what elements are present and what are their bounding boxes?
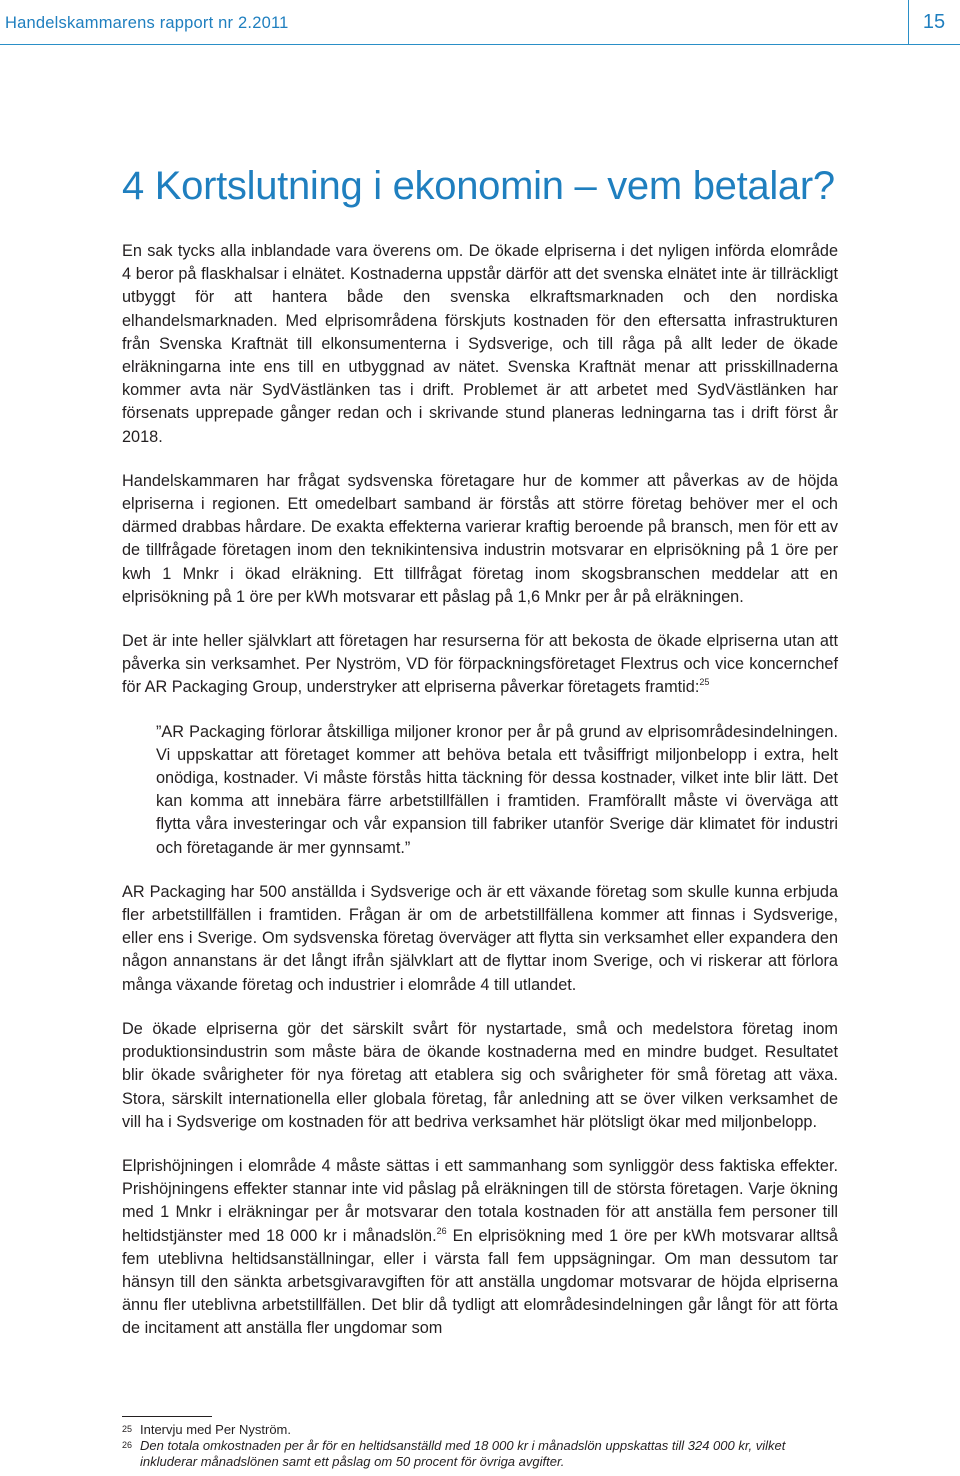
paragraph: Handelskammaren har frågat sydsvenska företagare hur de kommer att påverkas av de höjda elpriserna i regionen. Ett omedelbart samband är förstås att större företag behöver mer el och därmed drabbas hårdare. De exakta effekterna varierar kraftig beroende på bransch, men för ett av de tillfrågade företagen inom den teknikintensiva industrin motsvarar en elprisökning på 1 öre per kwh 1 Mnkr i ökad elräkning. Ett tillfrågat företag inom skogsbranschen meddelar att en elprisökning på 1 öre per kWh motsvarar ett påslag på 1,6 Mnkr per år på elräkningen.	[122, 471, 838, 606]
footnotes	[122, 1422, 842, 1470]
body-text	[122, 240, 838, 1362]
footnote-rule	[122, 1416, 212, 1417]
footnote	[122, 1438, 842, 1470]
paragraph	[122, 630, 838, 700]
paragraph	[122, 1155, 838, 1341]
paragraph: En sak tycks alla inblandade vara överens om. De ökade elpriserna i det nyligen införda elområde 4 beror på flaskhalsar i elnätet. Kostnaderna uppstår därför att det svenska elnätet inte är tillräckligt utbyggt för att hantera både den svenska elkraftsmarknaden och den nordiska elhandelsmarknaden. Med elprisområdena förskjuts kostnaden för den eftersatta infrastrukturen från Svenska Kraftnät till elkonsumenterna i Sydsverige, och till råga på allt leder de ökade elräkningarna inte ens till en utbyggnad av nätet. Svenska Kraftnät menar att prisskillnaderna kommer avta när SydVästlänken tas i drift. Problemet är att arbetet med SydVästlänken har försenats upprepade gånger redan och i skrivande stund planeras ledningarna tas i drift först år 2018.	[122, 242, 838, 446]
paragraph: AR Packaging har 500 anställda i Sydsverige och är ett växande företag som skulle kunna erbjuda fler arbetstillfällen i framtiden. Frågan är om de arbetstillfällena kommer att finnas i Sydsverige, eller ens i Sverige. Om sydsvenska företag överväger att flytta sin verksamhet eller expandera den någon annanstans är det långt ifrån självklart att de flyttar inom Sverige, och vi riskerar att förlora många växande företag och industrier i elområde 4 till utlandet.	[122, 882, 838, 994]
footnote	[122, 1422, 842, 1438]
footnote-text: Den totala omkostnaden per år för en heltidsanställd med 18 000 kr i månadslön uppskattas till 324 000 kr, vilket inkluderar månadslönen samt ett påslag om 50 procent för övriga avgifter.	[140, 1438, 786, 1469]
paragraph-text: Elprishöjningen i elområde 4 måste sättas i ett sammanhang som synliggör dess faktiska effekter. Prishöjningens effekter stannar inte vid påslag på elräkningen till de största företagen. Varje ökning med 1 Mnkr i elräkningar per år motsvarar den totala kostnaden för att anställa fem personer till heltidstjänster med 18 000 kr i månadslön.	[122, 1156, 838, 1245]
header-rule	[0, 44, 960, 45]
running-head: Handelskammarens rapport nr 2.2011	[5, 14, 289, 32]
footnote-ref-25: 25	[699, 677, 710, 688]
footnote-number: 25	[122, 1424, 133, 1434]
page-number: 15	[922, 11, 946, 33]
chapter-title: 4 Kortslutning i ekonomin – vem betalar?	[122, 164, 835, 208]
paragraph-text: En elprisökning med 1 öre per kWh motsvarar alltså fem uteblivna heltidsanställningar, eller i värsta fall fem uppsägningar. Om man dessutom tar hänsyn till den sänkta arbetsgivaravgiften för att anställa ungdomar motsvarar de höjda elpriserna ännu fler uteblivna arbetstillfällen. Det blir då tydligt att elområdesindelningen går långt för att förta de incitament att anställa fler ungdomar som	[122, 1226, 838, 1338]
paragraph-text: Det är inte heller självklart att företagen har resurserna för att bekosta de ökade elpriserna utan att påverka sin verksamhet. Per Nyström, VD för förpackningsföretaget Flextrus och vice koncernchef för AR Packaging Group, understryker att elpriserna påverkar företagets framtid:	[122, 632, 838, 697]
footnote-ref-26: 26	[436, 1225, 447, 1236]
footnote-number: 26	[122, 1440, 133, 1450]
block-quote: ”AR Packaging förlorar åtskilliga miljoner kronor per år på grund av elprisområdesindelningen. Vi uppskattar att företaget kommer att behöva betala ett tvåsiffrigt miljonbelopp i extra, helt onödiga, kostnader. Vi måste förstås hitta täckning för dessa kostnader, vilket inte blir lätt. Det kan komma att innebära färre arbetstillfällen i framtiden. Framförallt måste vi överväga att flytta våra investeringar och vår expansion till fabriker utanför Sverige där klimatet för industri och företagande är mer gynnsamt.”	[156, 722, 838, 857]
paragraph: De ökade elpriserna gör det särskilt svårt för nystartade, små och medelstora företag inom produktionsindustrin som måste bära de ökande kostnaderna med en mindre budget. Resultatet blir ökade svårigheter för nya företag att etablera sig och svårigheter för små företag att växa. Stora, särskilt internationella eller globala företag, får anledning att se över vilken verksamhet de vill ha i Sydsverige om kostnaden för att bedriva verksamhet här plötsligt ökar med miljonbelopp.	[122, 1019, 838, 1131]
footnote-text: Intervju med Per Nyström.	[140, 1422, 291, 1437]
